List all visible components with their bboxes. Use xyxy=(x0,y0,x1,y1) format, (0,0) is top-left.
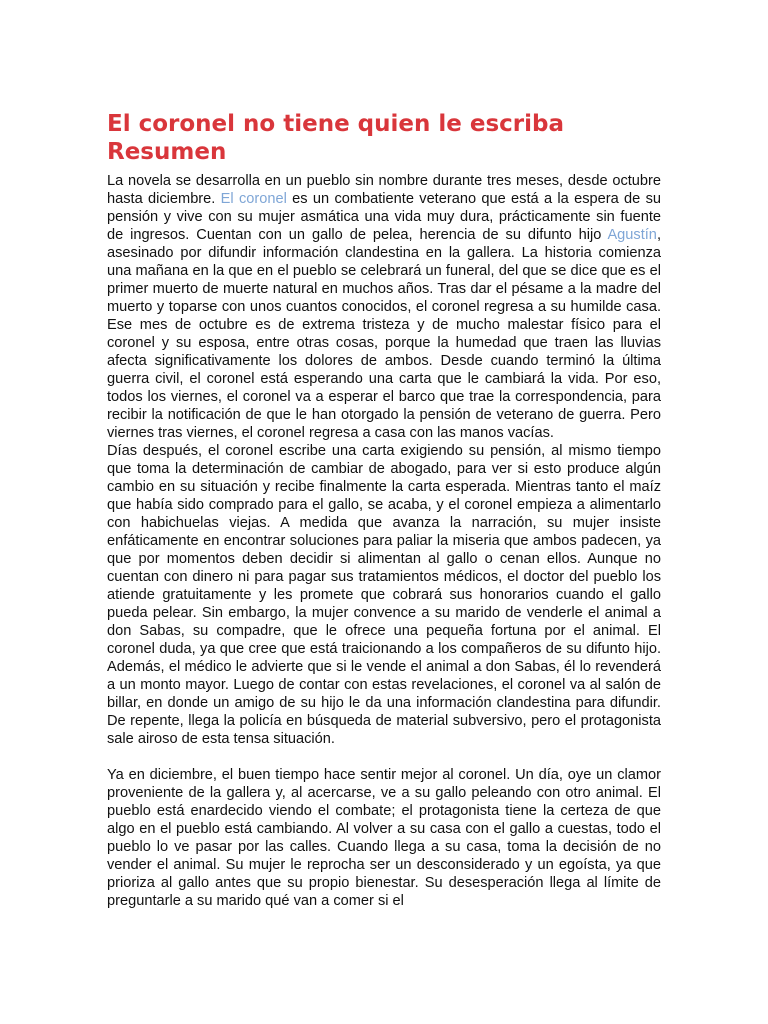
document-page xyxy=(107,110,661,910)
document-title: El coronel no tiene quien le escriba Resumen xyxy=(107,111,565,165)
paragraph-spacer xyxy=(107,748,661,766)
paragraph-1 xyxy=(107,172,661,442)
paragraph-1-text-c: , asesinado por difundir información clandestina en la gallera. La historia comienza una mañana en la que en el pueblo se celebrará un funeral, del que se dice que es el primer muerto de muerte natural en muchos años. Tras dar el pésame a la madre del muerto y toparse con unos cuantos conocidos, el coronel regresa a su humilde casa. Ese mes de octubre es de extrema tristeza y de mucho malestar físico para el coronel y su esposa, entre otras cosas, porque la humedad que traen las lluvias afecta significativamente los dolores de ambos. Desde cuando terminó la última guerra civil, el coronel está esperando una carta que le cambiará la vida. Por eso, todos los viernes, el coronel va a esperar el barco que trae la correspondencia, para recibir la notificación de que le han otorgado la pensión de veterano de guerra. Pero viernes tras viernes, el coronel regresa a casa con las manos vacías. xyxy=(107,227,661,441)
agustin-link[interactable]: Agustín xyxy=(607,227,657,243)
el-coronel-link[interactable]: El coronel xyxy=(220,191,287,207)
paragraph-1-text-b: es un combatiente veterano que está a la espera de su pensión y vive con su mujer asmática una vida muy dura, prácticamente sin fuente de ingresos. Cuentan con un gallo de pelea, herencia de su difunto hijo xyxy=(107,191,661,243)
paragraph-3: Ya en diciembre, el buen tiempo hace sentir mejor al coronel. Un día, oye un clamor proveniente de la gallera y, al acercarse, ve a su gallo peleando con otro animal. El pueblo está enardecido viendo el combate; el protagonista tiene la certeza de que algo en el pueblo está cambiando. Al volver a su casa con el gallo a cuestas, todo el pueblo lo ve pasar por las calles. Cuando llega a su casa, toma la decisión de no vender el animal. Su mujer le reprocha ser un desconsiderado y un egoísta, ya que prioriza al gallo antes que su propio bienestar. Su desesperación llega al límite de preguntarle a su marido qué van a comer si el xyxy=(107,767,661,909)
paragraph-2: Días después, el coronel escribe una carta exigiendo su pensión, al mismo tiempo que toma la determinación de cambiar de abogado, para ver si esto produce algún cambio en su situación y recibe finalmente la carta esperada. Mientras tanto el maíz que había sido comprado para el gallo, se acaba, y el coronel empieza a alimentarlo con habichuelas viejas. A medida que avanza la narración, su mujer insiste enfáticamente en encontrar soluciones para paliar la miseria que ambos padecen, ya que por momentos deben decidir si alimentan al gallo o cenan ellos. Aunque no cuentan con dinero ni para pagar sus tratamientos médicos, el doctor del pueblo los atiende gratuitamente y les promete que cobrará sus honorarios cuando el gallo pueda pelear. Sin embargo, la mujer convence a su marido de venderle el animal a don Sabas, su compadre, que le ofrece una pequeña fortuna por el animal. El coronel duda, ya que cree que está traicionando a los compañeros de su difunto hijo. Además, el médico le advierte que si le vende el animal a don Sabas, él lo revenderá a un monto mayor. Luego de contar con estas revelaciones, el coronel va al salón de billar, en donde un amigo de su hijo le da una información clandestina para difundir. De repente, llega la policía en búsqueda de material subversivo, pero el protagonista sale airoso de esta tensa situación. xyxy=(107,443,661,747)
paragraph-1-text-a: La novela se desarrolla en un pueblo sin nombre durante tres meses, desde octubre hasta diciembre. xyxy=(107,173,661,207)
